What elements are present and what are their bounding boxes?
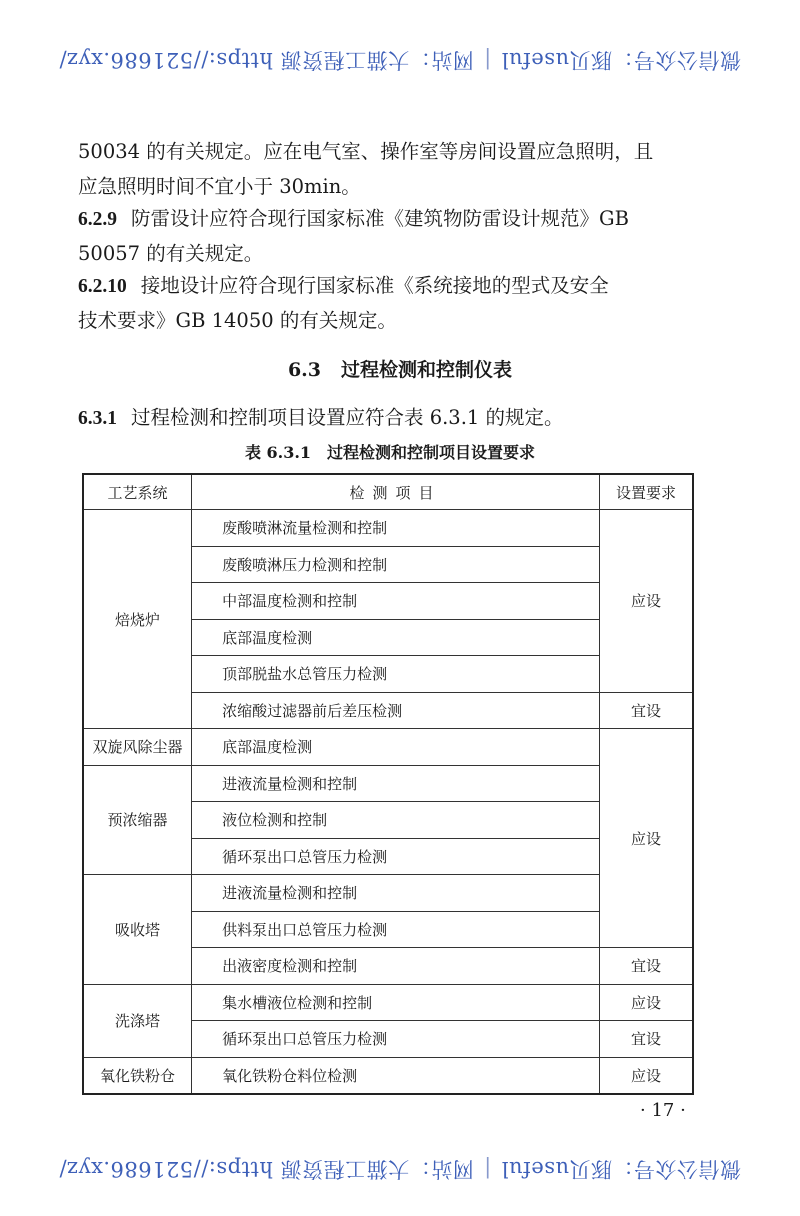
watermark-site: 网站：大猫工程资源 https://521686.xyz/: [58, 48, 474, 72]
table-row: [83, 984, 693, 1021]
clause-text: 接地设计应符合现行国家标准《系统接地的型式及安全: [140, 274, 609, 297]
item-cell: 中部温度检测和控制: [192, 583, 600, 620]
item-cell: 循环泵出口总管压力检测: [192, 1021, 600, 1058]
paragraph-line: 50034 的有关规定。应在电气室、操作室等房间设置应急照明，且: [78, 140, 654, 163]
header-item: 检测项目: [192, 474, 600, 510]
item-cell: 出液密度检测和控制: [192, 948, 600, 985]
watermark-bottom: [0, 1155, 800, 1185]
section-number: 6.3: [287, 359, 322, 381]
paragraph-line: 技术要求》GB 14050 的有关规定。: [78, 309, 397, 332]
item-cell: 循环泵出口总管压力检测: [192, 838, 600, 875]
clause-number: 6.2.10: [78, 276, 127, 297]
item-cell: 顶部脱盐水总管压力检测: [192, 656, 600, 693]
item-cell: 供料泵出口总管压力检测: [192, 911, 600, 948]
item-cell: 废酸喷淋流量检测和控制: [192, 510, 600, 547]
requirement-cell: 应设: [599, 729, 693, 948]
item-cell: 进液流量检测和控制: [192, 765, 600, 802]
requirement-cell: 宜设: [599, 692, 693, 729]
section-heading: [0, 355, 800, 382]
table-row: [83, 1057, 693, 1094]
page-number: · 17 ·: [640, 1100, 686, 1121]
clause-number: 6.3.1: [78, 408, 117, 429]
item-cell: 底部温度检测: [192, 619, 600, 656]
clause-6-3-1: [78, 400, 564, 436]
item-cell: 液位检测和控制: [192, 802, 600, 839]
item-cell: 废酸喷淋压力检测和控制: [192, 546, 600, 583]
system-cell: 焙烧炉: [83, 510, 192, 729]
clause-6-2-9: [78, 201, 629, 237]
requirement-cell: 宜设: [599, 948, 693, 985]
item-cell: 底部温度检测: [192, 729, 600, 766]
item-cell: 浓缩酸过滤器前后差压检测: [192, 692, 600, 729]
watermark-separator: |: [483, 48, 492, 72]
item-cell: 进液流量检测和控制: [192, 875, 600, 912]
clause-text: 防雷设计应符合现行国家标准《建筑物防雷设计规范》GB: [131, 207, 629, 230]
watermark-top: [0, 46, 800, 76]
system-cell: 双旋风除尘器: [83, 729, 192, 766]
system-cell: 氧化铁粉仓: [83, 1057, 192, 1094]
requirements-table: [82, 473, 694, 1095]
item-cell: 氧化铁粉仓料位检测: [192, 1057, 600, 1094]
table-header-row: [83, 474, 693, 510]
paragraph-line: 应急照明时间不宜小于 30min。: [78, 175, 361, 198]
system-cell: 洗涤塔: [83, 984, 192, 1057]
section-title: 过程检测和控制仪表: [341, 359, 513, 381]
header-requirement: 设置要求: [599, 474, 693, 510]
clause-number: 6.2.9: [78, 209, 117, 230]
paragraph-line: 50057 的有关规定。: [78, 242, 264, 265]
requirement-cell: 应设: [599, 510, 693, 693]
header-system: 工艺系统: [83, 474, 192, 510]
watermark-wechat: 微信公众号：豚贝useful: [501, 48, 742, 72]
system-cell: 吸收塔: [83, 875, 192, 985]
requirement-cell: 应设: [599, 1057, 693, 1094]
system-cell: 预浓缩器: [83, 765, 192, 875]
table-caption: 表 6.3.1 过程检测和控制项目设置要求: [244, 443, 536, 462]
watermark-separator: |: [483, 1157, 492, 1181]
table-row: [83, 729, 693, 766]
watermark-site: 网站：大猫工程资源 https://521686.xyz/: [58, 1157, 474, 1181]
watermark-wechat: 微信公众号：豚贝useful: [501, 1157, 742, 1181]
clause-text: 过程检测和控制项目设置应符合表 6.3.1 的规定。: [131, 406, 564, 429]
clause-6-2-10: [78, 268, 609, 304]
table-row: [83, 510, 693, 547]
requirement-cell: 宜设: [599, 1021, 693, 1058]
item-cell: 集水槽液位检测和控制: [192, 984, 600, 1021]
requirement-cell: 应设: [599, 984, 693, 1021]
